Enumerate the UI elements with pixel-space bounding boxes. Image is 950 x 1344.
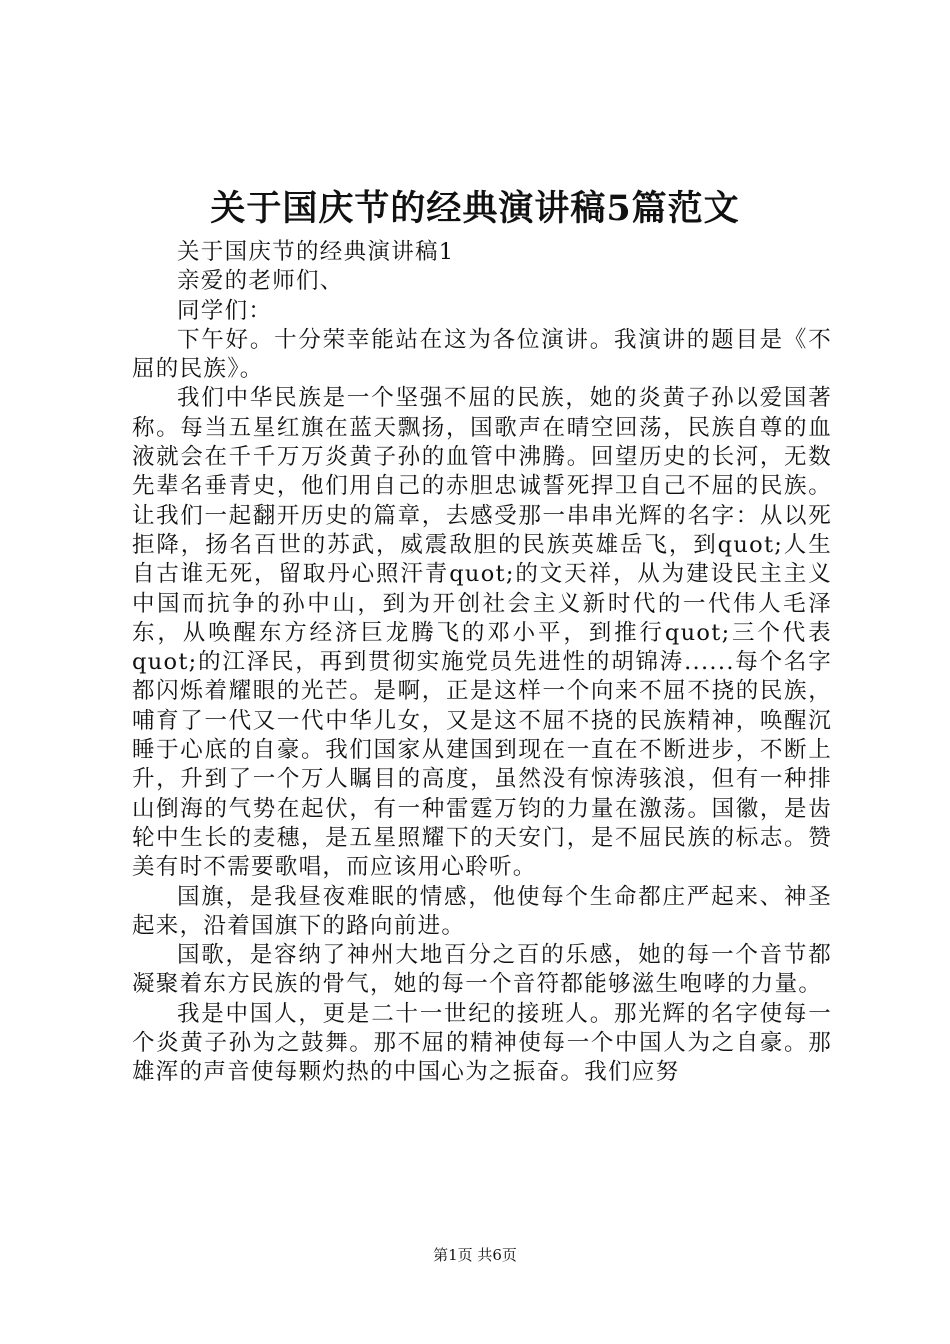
paragraph-closing: 我是中国人，更是二十一世纪的接班人。那光辉的名字使每一个炎黄子孙为之鼓舞。那不屈的精神使每一个中国人为之自豪。那雄浑的声音使每颗灼热的中国心为之振奋。我们应努 (132, 1000, 832, 1086)
page-number-footer: 第1页 共6页 (433, 1246, 517, 1264)
paragraph-main: 我们中华民族是一个坚强不屈的民族，她的炎黄子孙以爱国著称。每当五星红旗在蓝天飘扬，国歌声在晴空回荡，民族自尊的血液就会在千千万万炎黄子孙的血管中沸腾。回望历史的长河，无数先辈名垂青史，他们用自己的赤胆忠诚誓死捍卫自己不屈的民族。让我们一起翻开历史的篇章，去感受那一串串光辉的名字：从以死拒降，扬名百世的苏武，威震敌胆的民族英雄岳飞，到quot;人生自古谁无死，留取丹心照汗青quot;的文天祥，从为建设民主主义中国而抗争的孙中山，到为开创社会主义新时代的一代伟人毛泽东，从唤醒东方经济巨龙腾飞的邓小平，到推行quot;三个代表quot;的江泽民，再到贯彻实施党员先进性的胡锦涛......每个名字都闪烁着耀眼的光芒。是啊，正是这样一个向来不屈不挠的民族，哺育了一代又一代中华儿女，又是这不屈不挠的民族精神，唤醒沉睡于心底的自豪。我们国家从建国到现在一直在不断进步，不断上升，升到了一个万人瞩目的高度，虽然没有惊涛骇浪，但有一种排山倒海的气势在起伏，有一种雷霆万钧的力量在激荡。国徽，是齿轮中生长的麦穗，是五星照耀下的天安门，是不屈民族的标志。赞美有时不需要歌唱，而应该用心聆听。 (132, 385, 832, 881)
document-title: 关于国庆节的经典演讲稿5篇范文 (210, 188, 740, 229)
paragraph-opening: 下午好。十分荣幸能站在这为各位演讲。我演讲的题目是《不屈的民族》。 (132, 326, 832, 383)
paragraph-heading: 关于国庆节的经典演讲稿1 (177, 239, 455, 265)
paragraph-national-flag: 国旗，是我昼夜难眠的情感，他使每个生命都庄严起来、神圣起来，沿着国旗下的路向前进。 (132, 883, 832, 939)
paragraph-salutation-students: 同学们： (177, 297, 273, 324)
paragraph-salutation-teachers: 亲爱的老师们、 (177, 268, 344, 295)
document-body (132, 238, 832, 1088)
paragraph-national-anthem: 国歌，是容纳了神州大地百分之百的乐感，她的每一个音节都凝聚着东方民族的骨气，她的每一个音符都能够滋生咆哮的力量。 (132, 942, 832, 998)
